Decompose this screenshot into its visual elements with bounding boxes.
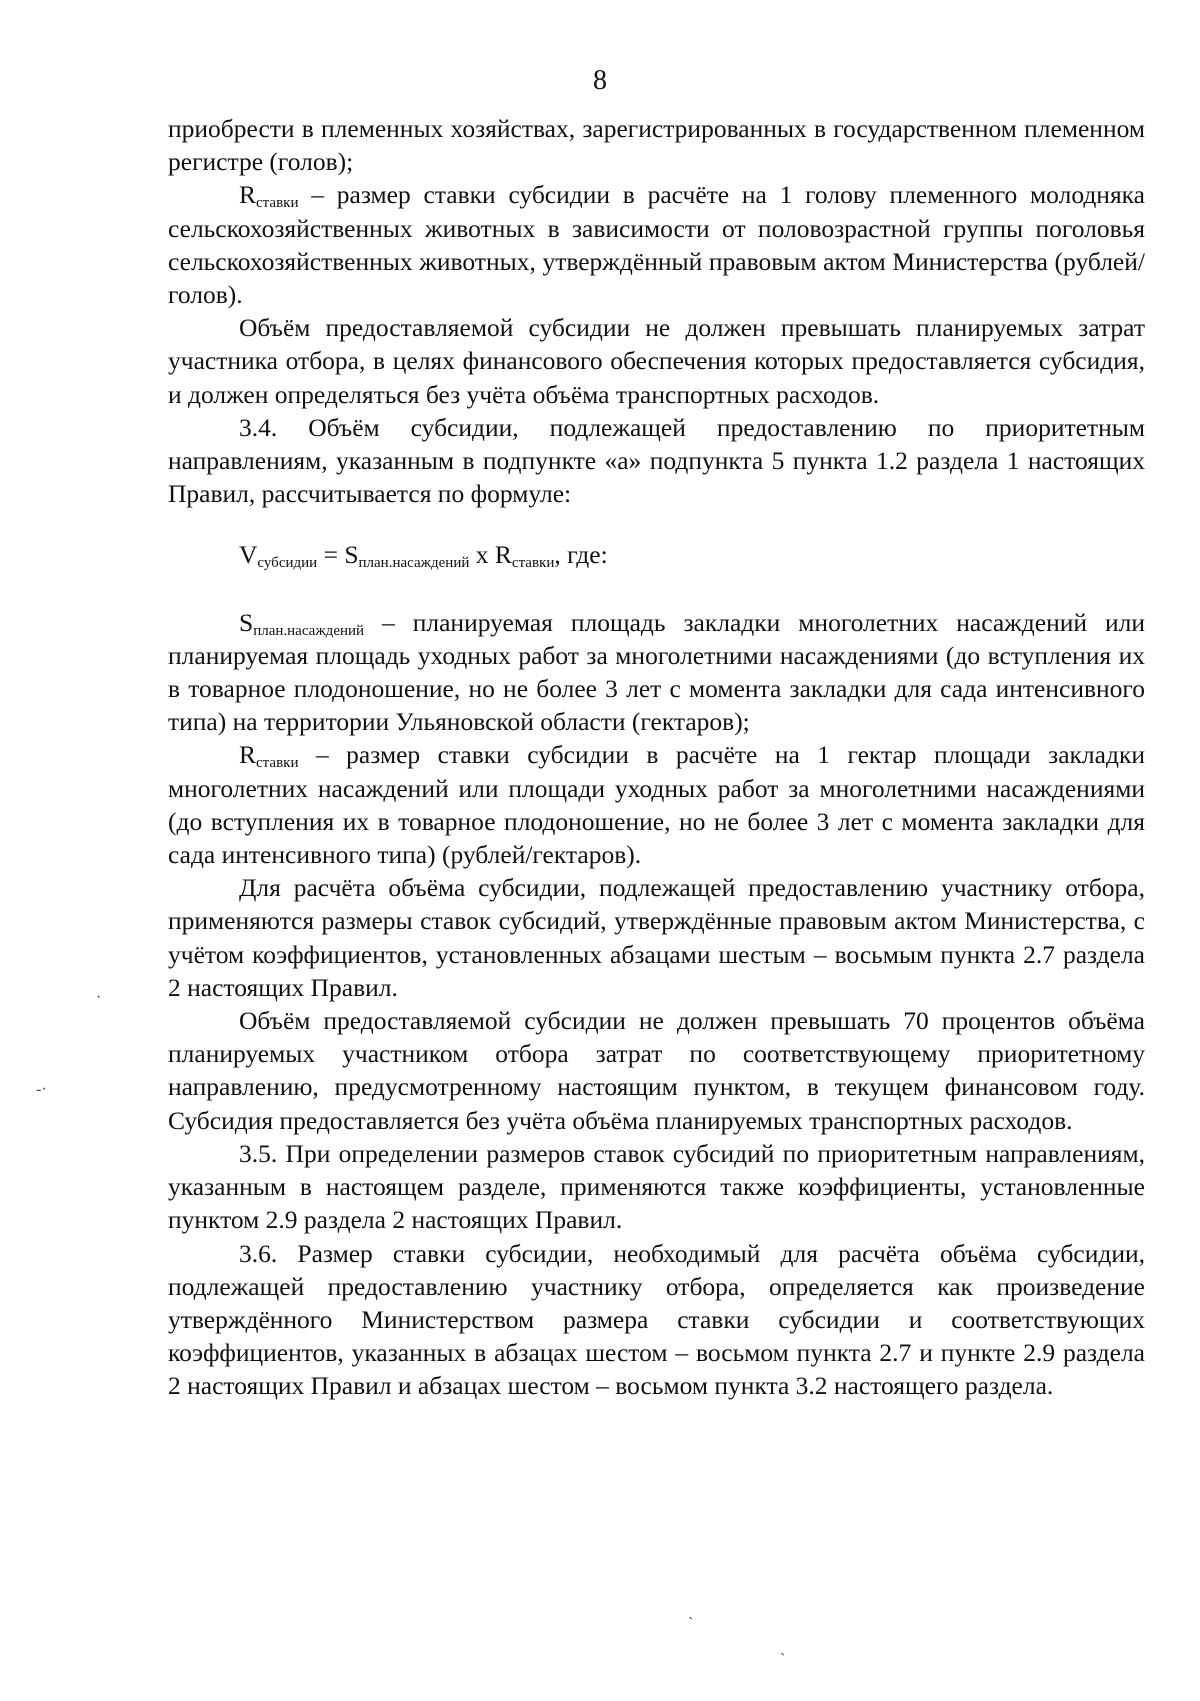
paragraph-rate-per-head xyxy=(168,178,1145,311)
rate-per-head-definition: – размер ставки субсидии в расчёте на 1 голову племенного молодняка сельскохозяйственных животных в зависимости от половозрастной группы поголовья сельскохозяйственных животных, утверждённый правовым актом Министерства (рублей/голов). xyxy=(168,180,1145,310)
paragraph-3-5: 3.5. При определении размеров ставок субсидий по приоритетным направлениям, указанным в настоящем разделе, применяются также коэффициенты, установленные пунктом 2.9 раздела 2 настоящих Правил. xyxy=(168,1138,1145,1235)
formula-v: V xyxy=(239,540,258,570)
symbol-s: S xyxy=(239,607,254,637)
scan-speck: · xyxy=(96,989,102,1006)
paragraph-r-definition xyxy=(168,738,1145,871)
formula-r: R xyxy=(494,540,512,570)
page-number: 8 xyxy=(593,65,607,96)
s-definition-text: – планируемая площадь закладки многолетних насаждений или планируемая площадь уходных работ за многолетними насаждениями (до вступления их в товарное плодоношение, но не более 3 лет с момента закладки для сада интенсивного типа) на территории Ульяновской области (гектаров); xyxy=(168,607,1145,737)
scan-speck: ˋ xyxy=(688,1615,694,1632)
symbol-r-hectare-subscript: ставки xyxy=(256,755,299,772)
formula-times: x xyxy=(469,540,495,570)
scan-speck: ˏ xyxy=(780,1639,786,1656)
scan-speck: ‐· xyxy=(36,1081,47,1098)
formula-s: S xyxy=(344,540,359,570)
formula-equals: = xyxy=(317,540,345,570)
paragraph-volume-limit: Объём предоставляемой субсидии не должен превышать планируемых затрат участника отбора, в целях финансового обеспечения которых предоставляется субсидия, и должен определяться без учёта объёма транспортных расходов. xyxy=(168,313,1145,409)
formula-v-subscript: субсидии xyxy=(257,555,318,572)
document-body xyxy=(168,112,1145,1403)
paragraph-s-definition xyxy=(168,606,1145,739)
r-definition-text: – размер ставки субсидии в расчёте на 1 гектар площади закладки многолетних насаждений или площади уходных работ за многолетними насаждениями (до вступления их в товарное плодоношение, но не более 3 лет с момента закладки для сада интенсивного типа) (рублей/гектаров). xyxy=(168,740,1145,870)
paragraph-3-4: 3.4. Объём субсидии, подлежащей предоставлению по приоритетным направлениям, указанным в подпункте «а» подпункта 5 пункта 1.2 раздела 1 настоящих Правил, рассчитывается по формуле: xyxy=(168,412,1145,509)
symbol-r-subscript: ставки xyxy=(256,195,299,212)
subsidy-formula xyxy=(168,538,1145,571)
paragraph-calculation: Для расчёта объёма субсидии, подлежащей предоставлению участнику отбора, применяются размеры ставок субсидий, утверждённые правовым актом Министерства, с учётом коэффициентов, установленных абзацами шестым – восьмым пункта 2.7 раздела 2 настоящих Правил. xyxy=(168,873,1145,1002)
formula-s-subscript: план.насаждений xyxy=(358,555,470,572)
paragraph-intro: приобрести в племенных хозяйствах, зарегистрированных в государственном племенном регистре (голов); xyxy=(168,114,1145,177)
formula-tail: , где: xyxy=(554,540,608,570)
symbol-r-hectare: R xyxy=(239,740,257,770)
symbol-s-subscript: план.насаждений xyxy=(253,622,365,639)
symbol-r: R xyxy=(239,180,257,210)
paragraph-volume-limit-70: Объём предоставляемой субсидии не должен превышать 70 процентов объёма планируемых участником отбора затрат по соответствующему приоритетному направлению, предусмотренному настоящим пунктом, в текущем финансовом году. Субсидия предоставляется без учёта объёма планируемых транспортных расходов. xyxy=(168,1006,1145,1135)
formula-r-subscript: ставки xyxy=(511,555,555,572)
paragraph-3-6: 3.6. Размер ставки субсидии, необходимый для расчёта объёма субсидии, подлежащей предоставлению участнику отбора, определяется как произведение утверждённого Министерством размера ставки субсидии и соответствующих коэффициентов, указанных в абзацах шестом – восьмом пункта 2.7 и пункте 2.9 раздела 2 настоящих Правил и абзацах шестом – восьмом пункта 3.2 настоящего раздела. xyxy=(168,1238,1145,1401)
